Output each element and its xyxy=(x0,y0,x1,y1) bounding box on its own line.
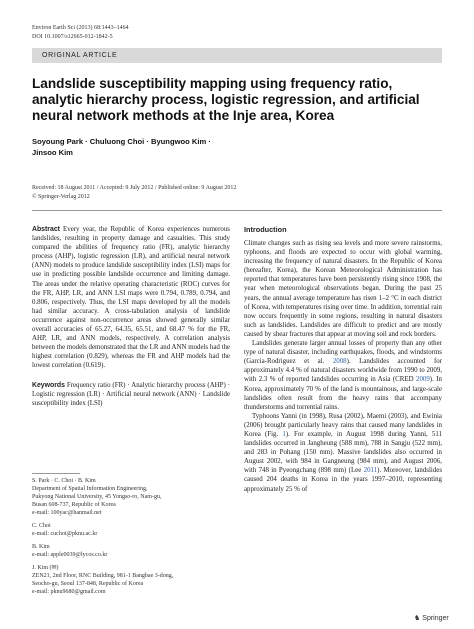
intro-paragraph xyxy=(244,412,442,494)
history-dates: Received: 18 August 2011 / Accepted: 9 July 2012 / Published online: 9 August 2012 xyxy=(32,185,237,191)
affiliation-line: Seocho-gu, Seoul 137-848, Republic of Korea xyxy=(32,581,144,587)
email-link[interactable]: e-mail: cuchoi@pknu.ac.kr xyxy=(32,531,98,537)
section-heading: Introduction xyxy=(244,225,287,234)
affiliation-group xyxy=(32,564,232,596)
keywords-text: Frequency ratio (FR) · Analytic hierarchy process (AHP) · Logistic regression (LR) · Artificial neural network (ANN) · Landslide susceptibility index (LSI) xyxy=(32,381,230,407)
email-link[interactable]: e-mail: apple0039@lycos.co.kr xyxy=(32,552,108,558)
springer-horse-icon: ♞ xyxy=(414,615,421,622)
affiliation-line: S. Park · C. Choi · B. Kim xyxy=(32,478,96,484)
affiliation-line: Department of Spatial Information Engineering, xyxy=(32,486,148,492)
citation-link[interactable]: 2011 xyxy=(363,467,378,475)
left-column xyxy=(32,225,230,408)
citation-link[interactable]: 2008 xyxy=(332,358,347,366)
text-run: ). In Korea, approximately 70 % of the land is mountainous, and large-scale landslides often result from the heavy rains that accompany thunderstorms and torrential rains. xyxy=(244,376,442,411)
citation-link[interactable]: 2009 xyxy=(416,376,430,384)
publisher-logo xyxy=(414,614,449,622)
author-affiliations xyxy=(32,477,232,601)
doi: DOI 10.1007/s12665-012-1842-5 xyxy=(32,33,113,40)
affiliation-group xyxy=(32,477,232,517)
article-title: Landslide susceptibility mapping using frequency ratio, analytic hierarchy process, logistic regression, and artificial neural network methods at the Inje area, Korea xyxy=(32,76,420,124)
divider xyxy=(32,210,442,211)
affiliation-line: B. Kim xyxy=(32,544,50,550)
author-line: Soyoung Park · Chuluong Choi · Byungwoo Kim · xyxy=(32,137,211,146)
text-run: ). For example, in August 1998 during Yanni, 511 landslides occurred in Jangheung (588 mm), 788 in Sangju (522 mm), and 283 in Pohang (150 mm). Massive landslides also occurred in August 2002, with 984 in Gangneung (984 mm), and August 2006, with 748 in Pyeongchang (898 mm) (Lee xyxy=(244,430,442,475)
article-type-badge: ORIGINAL ARTICLE xyxy=(32,48,442,63)
affiliation-line: ZEN21, 2nd Floor, RNC Building, 981-1 Bangbae 3-dong, xyxy=(32,573,174,579)
author-line: Jinsoo Kim xyxy=(32,147,73,157)
footnote-divider xyxy=(32,473,80,474)
text-run: Landslides generate larger annual losses of property than any other type of natural disaster, including earthquakes, floods, and windstorms (Garcia-Rodriguez et al. xyxy=(244,340,442,366)
publisher-name: Springer xyxy=(422,615,449,622)
intro-paragraph: Climate changes such as rising sea levels and more severe rainstorms, typhoons, and floods are expected to occur with global warming, increasing the frequency of natural disasters. In the Republic of Korea (hereafter, Korea), the Korean Meteorological Administration has reported that temperatures have been persistently rising since 1908, the year when meteorological observations began. During the past 25 years, the annual average temperature has risen 1–2 °C in each district of Korea, with temperatures rising over time. In addition, torrential rain now occurs frequently in some regions, resulting in natural disasters such as landslides. Landslides are difficult to predict and are mostly caused by shear fractures that appear at moving soil and rock borders. xyxy=(244,240,442,338)
abstract xyxy=(32,225,230,371)
publication-history xyxy=(32,184,236,201)
abstract-label: Abstract xyxy=(32,226,60,233)
affiliation-line: Pukyong National University, 45 Yongso-ro, Nam-gu, xyxy=(32,494,162,500)
keywords-label: Keywords xyxy=(32,381,65,389)
email-link[interactable]: e-mail: 100yac@hanmail.net xyxy=(32,510,102,516)
affiliation-line: Busan 608-737, Republic of Korea xyxy=(32,502,116,508)
abstract-text: Every year, the Republic of Korea experiences numerous landslides, resulting in property damage and casualties. This study compared the abilities of frequency ratio (FR), analytic hierarchy process (AHP), logistic regression (LR), and artificial neural network (ANN) models to produce landslide susceptibility index (LSI) maps for use in predicting possible landslide occurrence and limiting damage. The areas under the relative operating characteristic (ROC) curves for the FR, AHP, LR, and ANN LSI maps were 0.794, 0.789, 0.794, and 0.806, respectively. Thus, the LSI maps developed by all the models had similar accuracy. A cross-tabulation analysis of landslide occurrence against non-occurrence areas showed generally similar overall accuracies of 65.27, 64.35, 65.51, and 68.47 % for the FR, AHP, LR, and ANN models, respectively. A correlation analysis between the models demonstrated that the LR and ANN models had the highest correlation (0.829), whereas the FR and AHP models had the lowest correlation (0.619). xyxy=(32,226,230,370)
intro-paragraph xyxy=(244,339,442,412)
text-run: ). Moreover, landslides caused 204 deaths in Korea in the years 1997–2010, representing approximately 25 % of xyxy=(244,467,442,493)
figure-link[interactable]: 1 xyxy=(282,430,286,438)
text-run: ). Landslides accounted for approximately 4.4 % of natural disasters worldwide from 1990 to 2009, with 2.3 % of reported landslides occurring in Asia (CRED xyxy=(244,358,442,384)
copyright: © Springer-Verlag 2012 xyxy=(32,193,90,200)
text-run: Typhoons Yanni (in 1998), Rusa (2002), Maemi (2003), and Ewinia (2006) brought particularly heavy rains that caused many landslides in Korea (Fig. xyxy=(244,412,442,438)
journal-info xyxy=(32,24,129,41)
affiliation-group xyxy=(32,522,232,538)
affiliation-group xyxy=(32,543,232,559)
affiliation-line: J. Kim (✉) xyxy=(32,565,59,571)
email-link[interactable]: e-mail: pknu9680@gmail.com xyxy=(32,589,106,595)
author-list xyxy=(32,137,332,158)
affiliation-line: C. Choi xyxy=(32,523,51,529)
keywords xyxy=(32,381,230,408)
journal-citation: Environ Earth Sci (2013) 68:1443–1464 xyxy=(32,25,129,31)
right-column xyxy=(244,225,442,494)
